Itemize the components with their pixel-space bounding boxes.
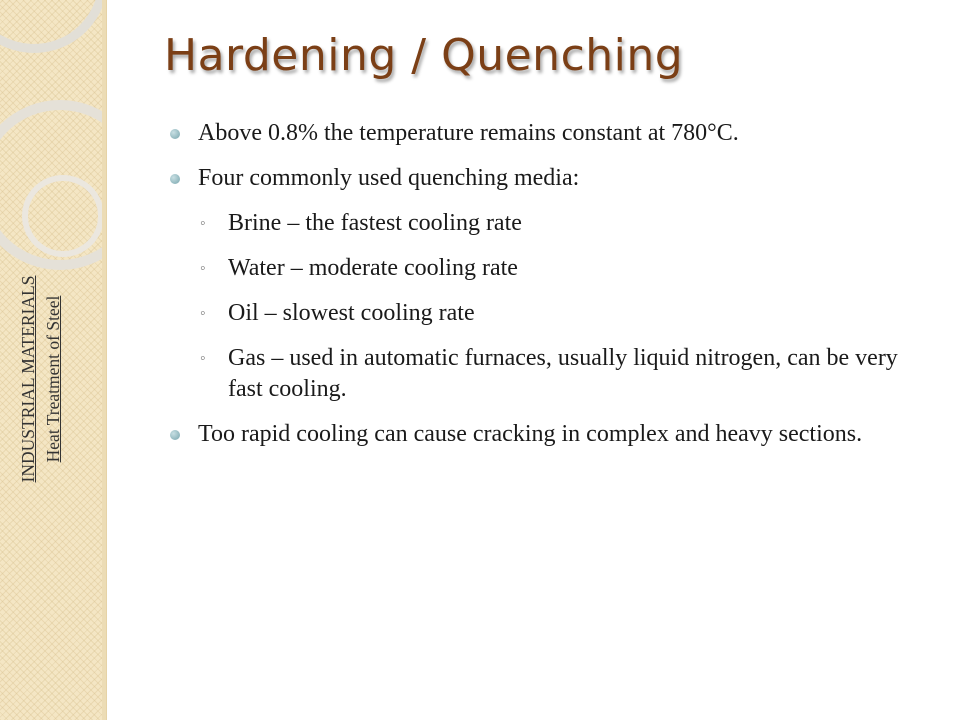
sub-bullet-text: Gas – used in automatic furnaces, usually liquid nitrogen, can be very fast cooling. — [228, 345, 898, 402]
bullet-dot-icon — [170, 129, 180, 139]
sub-bullet-item — [166, 298, 936, 329]
sub-bullet-item — [166, 343, 936, 405]
bullet-item — [166, 163, 936, 194]
bullet-dot-icon — [170, 174, 180, 184]
sub-bullet-ring-icon: ◦ — [200, 260, 206, 277]
bullet-list — [166, 118, 936, 464]
sub-bullet-ring-icon: ◦ — [200, 215, 206, 232]
sub-bullet-text: Oil – slowest cooling rate — [228, 300, 475, 326]
sidebar-labels — [16, 244, 66, 514]
sub-bullet-ring-icon: ◦ — [200, 350, 206, 367]
sidebar-divider — [102, 0, 106, 720]
topic-label: Heat Treatment of Steel — [43, 295, 63, 463]
bullet-dot-icon — [170, 430, 180, 440]
decorative-ring — [0, 0, 107, 53]
course-label: INDUSTRIAL MATERIALS — [18, 275, 38, 483]
slide-title: Hardening / Quenching — [164, 30, 684, 81]
bullet-text: Above 0.8% the temperature remains constant at 780°C. — [198, 120, 739, 146]
bullet-item — [166, 118, 936, 149]
sub-bullet-item — [166, 208, 936, 239]
bullet-text: Four commonly used quenching media: — [198, 165, 580, 191]
bullet-text: Too rapid cooling can cause cracking in complex and heavy sections. — [198, 421, 863, 447]
sub-bullet-item — [166, 253, 936, 284]
sidebar-panel — [0, 0, 107, 720]
bullet-item — [166, 419, 936, 450]
sub-bullet-text: Water – moderate cooling rate — [228, 255, 518, 281]
sub-bullet-ring-icon: ◦ — [200, 305, 206, 322]
sub-bullet-text: Brine – the fastest cooling rate — [228, 210, 522, 236]
